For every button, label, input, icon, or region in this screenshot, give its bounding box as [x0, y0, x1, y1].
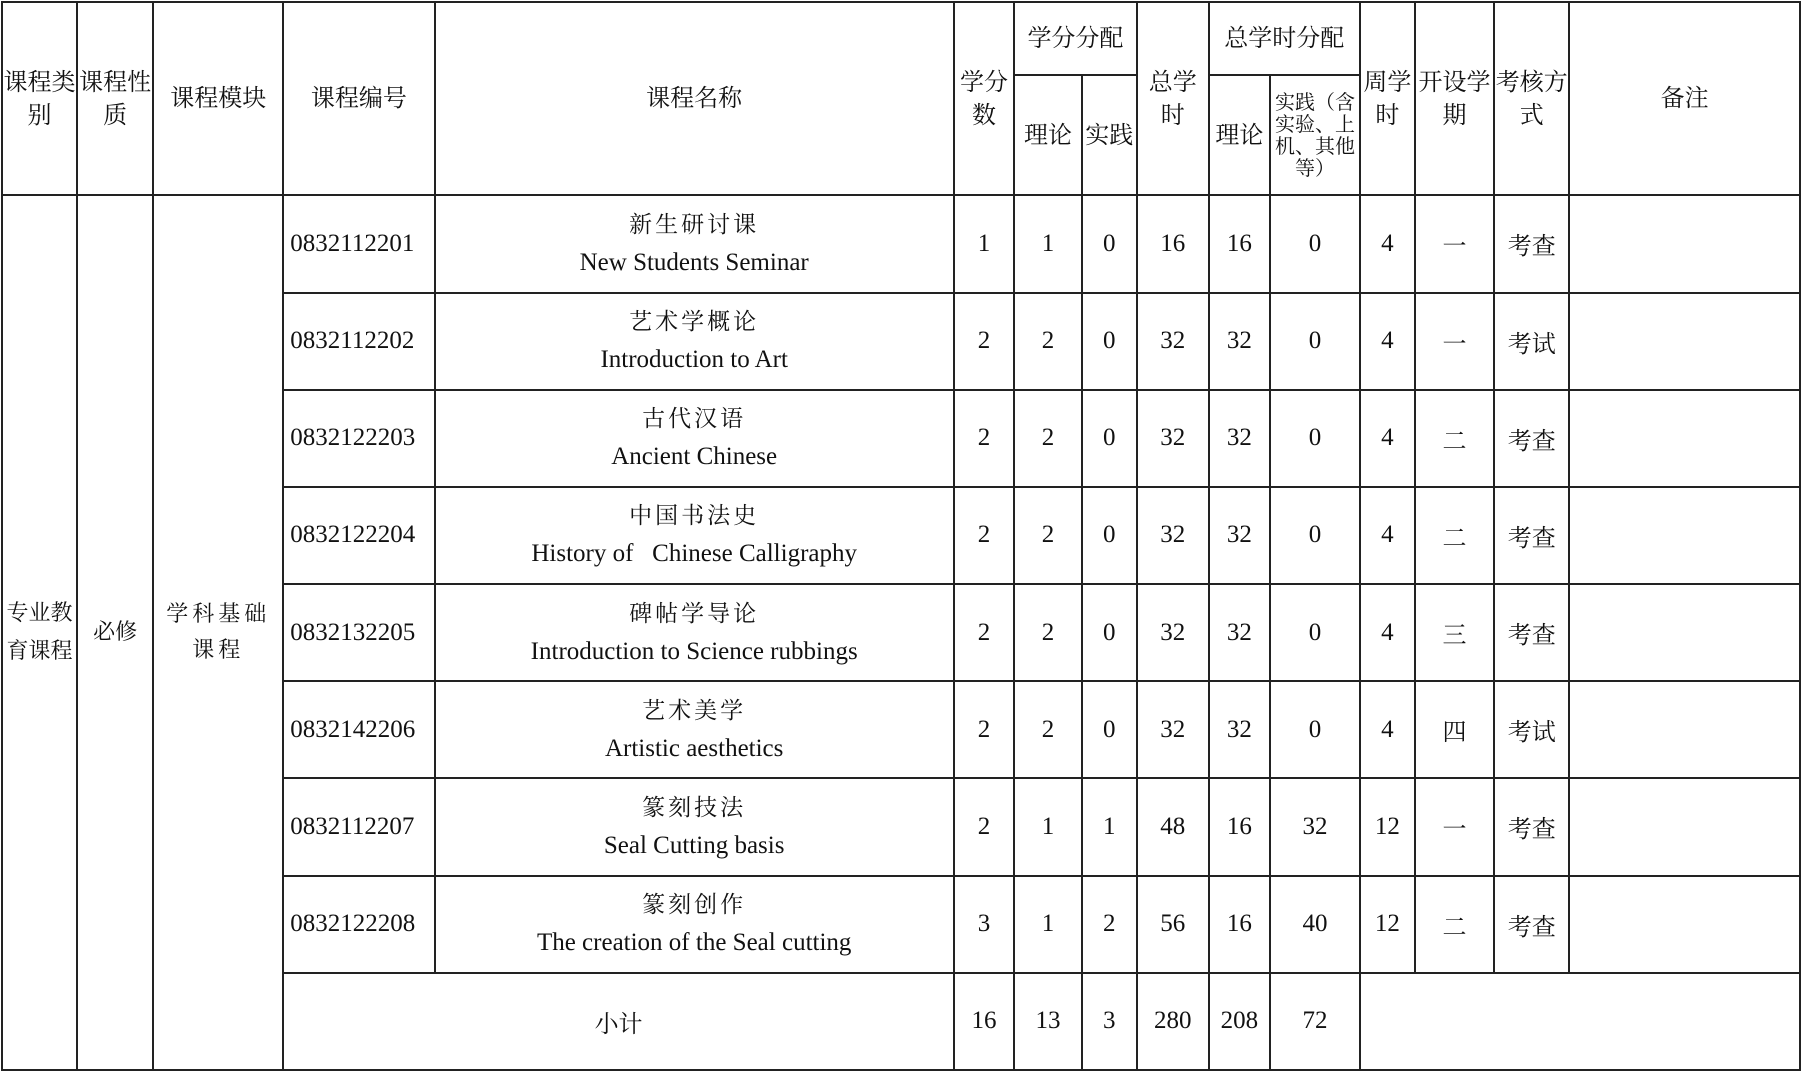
header-semester: 开设学期 — [1415, 2, 1494, 195]
course-name-cell — [435, 778, 954, 875]
cell-hour-theory: 32 — [1209, 584, 1270, 681]
cell-credits: 2 — [954, 681, 1014, 778]
cell-hour-theory: 16 — [1209, 876, 1270, 973]
course-name-cn: 新生研讨课 — [629, 211, 760, 238]
cell-credits: 2 — [954, 293, 1014, 390]
cell-hour-theory: 32 — [1209, 681, 1270, 778]
course-name-cell — [435, 487, 954, 584]
cell-remarks — [1569, 681, 1800, 778]
course-code: 0832142206 — [283, 681, 434, 778]
header-name: 课程名称 — [435, 2, 954, 195]
cell-credits: 2 — [954, 584, 1014, 681]
cell-remarks — [1569, 293, 1800, 390]
cell-credits: 2 — [954, 390, 1014, 487]
subtotal-total-hours: 280 — [1137, 973, 1209, 1070]
cell-semester: 一 — [1415, 293, 1494, 390]
cell-weekly: 4 — [1360, 293, 1415, 390]
header-nature: 课程性质 — [77, 2, 153, 195]
course-code: 0832132205 — [283, 584, 434, 681]
course-name-cell — [435, 584, 954, 681]
cell-credit-practice: 0 — [1082, 584, 1137, 681]
header-assessment: 考核方式 — [1494, 2, 1569, 195]
course-name-cell — [435, 876, 954, 973]
course-name-cn: 艺术学概论 — [629, 309, 760, 336]
cell-assessment: 考查 — [1494, 390, 1569, 487]
group-category: 专业教育课程 — [2, 195, 77, 1070]
cell-hour-practice: 0 — [1270, 681, 1360, 778]
cell-hour-practice: 0 — [1270, 293, 1360, 390]
cell-hour-practice: 40 — [1270, 876, 1360, 973]
course-code: 0832122204 — [283, 487, 434, 584]
course-name-cell — [435, 390, 954, 487]
cell-hour-theory: 32 — [1209, 390, 1270, 487]
subtotal-credit-practice: 3 — [1082, 973, 1137, 1070]
cell-total-hours: 48 — [1137, 778, 1209, 875]
course-name-cell — [435, 195, 954, 292]
cell-credit-theory: 2 — [1014, 487, 1082, 584]
cell-semester: 四 — [1415, 681, 1494, 778]
cell-credits: 2 — [954, 487, 1014, 584]
course-name-cn: 篆刻技法 — [642, 794, 747, 821]
course-code: 0832122203 — [283, 390, 434, 487]
cell-remarks — [1569, 876, 1800, 973]
course-code: 0832122208 — [283, 876, 434, 973]
subtotal-credits: 16 — [954, 973, 1014, 1070]
cell-assessment: 考试 — [1494, 681, 1569, 778]
cell-remarks — [1569, 584, 1800, 681]
curriculum-table — [1, 1, 1801, 1071]
cell-semester: 二 — [1415, 390, 1494, 487]
cell-total-hours: 32 — [1137, 293, 1209, 390]
cell-hour-practice: 0 — [1270, 584, 1360, 681]
header-credit-alloc: 学分分配 — [1014, 2, 1137, 75]
group-module: 学科基础课程 — [153, 195, 283, 1070]
cell-credit-practice: 0 — [1082, 195, 1137, 292]
course-name-en: The creation of the Seal cutting — [536, 929, 852, 957]
course-name-en: Ancient Chinese — [611, 443, 778, 471]
course-name-cn: 古代汉语 — [642, 406, 747, 433]
subtotal-hour-practice: 72 — [1270, 973, 1360, 1070]
course-name-en: History of Chinese Calligraphy — [531, 540, 857, 568]
cell-total-hours: 56 — [1137, 876, 1209, 973]
subtotal-empty — [1360, 973, 1800, 1070]
cell-credit-practice: 0 — [1082, 293, 1137, 390]
cell-weekly: 4 — [1360, 681, 1415, 778]
cell-assessment: 考试 — [1494, 293, 1569, 390]
cell-credit-theory: 2 — [1014, 584, 1082, 681]
header-remarks: 备注 — [1569, 2, 1800, 195]
cell-remarks — [1569, 390, 1800, 487]
header-code: 课程编号 — [283, 2, 434, 195]
cell-weekly: 4 — [1360, 584, 1415, 681]
cell-total-hours: 32 — [1137, 584, 1209, 681]
header-total-hours: 总学时 — [1137, 2, 1209, 195]
cell-hour-theory: 16 — [1209, 195, 1270, 292]
cell-total-hours: 32 — [1137, 681, 1209, 778]
cell-credit-theory: 2 — [1014, 390, 1082, 487]
cell-assessment: 考查 — [1494, 584, 1569, 681]
course-name-en: Seal Cutting basis — [603, 831, 785, 859]
subtotal-hour-theory: 208 — [1209, 973, 1270, 1070]
cell-hour-theory: 32 — [1209, 293, 1270, 390]
cell-hour-practice: 32 — [1270, 778, 1360, 875]
cell-assessment: 考查 — [1494, 778, 1569, 875]
header-credits: 学分数 — [954, 2, 1014, 195]
cell-credit-theory: 1 — [1014, 195, 1082, 292]
header-weekly-hours: 周学时 — [1360, 2, 1415, 195]
course-name-en: Artistic aesthetics — [604, 734, 784, 762]
cell-semester: 一 — [1415, 778, 1494, 875]
table-row — [2, 195, 1800, 292]
cell-credit-practice: 0 — [1082, 390, 1137, 487]
cell-hour-practice: 0 — [1270, 195, 1360, 292]
subtotal-label: 小计 — [283, 973, 954, 1070]
cell-total-hours: 16 — [1137, 195, 1209, 292]
cell-hour-practice: 0 — [1270, 487, 1360, 584]
cell-credit-theory: 1 — [1014, 876, 1082, 973]
cell-weekly: 4 — [1360, 390, 1415, 487]
cell-weekly: 4 — [1360, 195, 1415, 292]
cell-hour-practice: 0 — [1270, 390, 1360, 487]
course-name-cell — [435, 293, 954, 390]
cell-credit-practice: 0 — [1082, 487, 1137, 584]
cell-credit-practice: 0 — [1082, 681, 1137, 778]
course-name-cn: 碑帖学导论 — [629, 600, 760, 627]
header-hour-theory: 理论 — [1209, 75, 1270, 195]
course-name-cell — [435, 681, 954, 778]
cell-total-hours: 32 — [1137, 487, 1209, 584]
cell-hour-theory: 16 — [1209, 778, 1270, 875]
cell-credit-theory: 2 — [1014, 293, 1082, 390]
course-name-en: Introduction to Science rubbings — [530, 637, 858, 665]
cell-credits: 1 — [954, 195, 1014, 292]
course-name-cn: 篆刻创作 — [642, 892, 747, 919]
header-hour-alloc: 总学时分配 — [1209, 2, 1360, 75]
cell-credits: 3 — [954, 876, 1014, 973]
cell-total-hours: 32 — [1137, 390, 1209, 487]
cell-semester: 二 — [1415, 487, 1494, 584]
course-name-en: New Students Seminar — [579, 248, 809, 276]
cell-assessment: 考查 — [1494, 487, 1569, 584]
course-code: 0832112201 — [283, 195, 434, 292]
header-credit-theory: 理论 — [1014, 75, 1082, 195]
subtotal-credit-theory: 13 — [1014, 973, 1082, 1070]
cell-credit-practice: 2 — [1082, 876, 1137, 973]
course-code: 0832112202 — [283, 293, 434, 390]
cell-credit-theory: 2 — [1014, 681, 1082, 778]
cell-assessment: 考查 — [1494, 195, 1569, 292]
course-code: 0832112207 — [283, 778, 434, 875]
header-credit-practice: 实践 — [1082, 75, 1137, 195]
cell-remarks — [1569, 487, 1800, 584]
course-name-en: Introduction to Art — [600, 346, 788, 374]
course-name-cn: 中国书法史 — [629, 503, 760, 530]
cell-assessment: 考查 — [1494, 876, 1569, 973]
cell-semester: 三 — [1415, 584, 1494, 681]
cell-semester: 一 — [1415, 195, 1494, 292]
header-category: 课程类别 — [2, 2, 77, 195]
header-module: 课程模块 — [153, 2, 283, 195]
cell-credit-practice: 1 — [1082, 778, 1137, 875]
cell-weekly: 12 — [1360, 778, 1415, 875]
course-name-cn: 艺术美学 — [642, 697, 747, 724]
cell-remarks — [1569, 778, 1800, 875]
cell-credit-theory: 1 — [1014, 778, 1082, 875]
cell-weekly: 12 — [1360, 876, 1415, 973]
cell-hour-theory: 32 — [1209, 487, 1270, 584]
header-hour-practice: 实践（含实验、上机、其他等） — [1270, 75, 1360, 195]
cell-semester: 二 — [1415, 876, 1494, 973]
cell-remarks — [1569, 195, 1800, 292]
group-nature: 必修 — [77, 195, 153, 1070]
cell-credits: 2 — [954, 778, 1014, 875]
cell-weekly: 4 — [1360, 487, 1415, 584]
